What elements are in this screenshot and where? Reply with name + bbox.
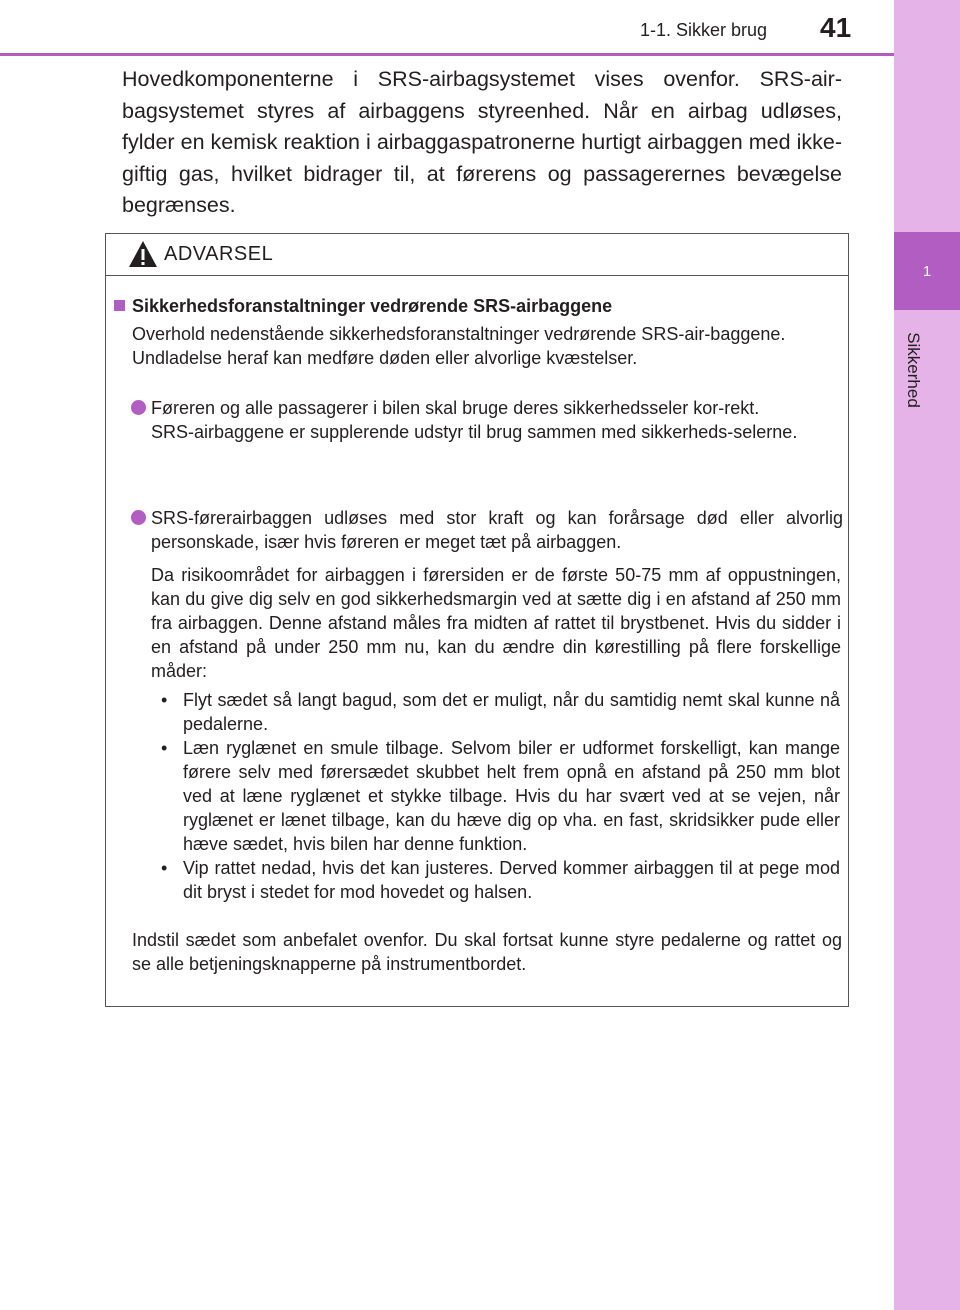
square-bullet-icon xyxy=(114,300,125,311)
warning-point-1-line1: Føreren og alle passagerer i bilen skal bruge deres sikkerhedsseler kor-rekt. xyxy=(151,398,760,418)
bullet-icon: • xyxy=(161,858,168,878)
bullet-icon: • xyxy=(161,690,168,710)
list-item xyxy=(156,736,840,856)
chapter-number-tab[interactable] xyxy=(894,232,960,310)
list-item xyxy=(156,856,840,904)
page-number: 41 xyxy=(820,12,852,43)
warning-point-1-text xyxy=(151,396,843,444)
warning-point-2 xyxy=(131,506,843,554)
list-item xyxy=(156,688,840,736)
warning-detail-text: Da risikoområdet for airbaggen i førersiden er de første 50-75 mm af oppustningen, kan du give dig selv en god sikkerhedsmargin ved at sætte dig i en afstand af 250 mm fra airbaggen. Denne afstand måles fra midten af rattet til brystbenet. Hvis du sidder i en afstand på under 250 mm nu, kan du ændre din kørestilling på flere forskellige måder: xyxy=(151,565,841,681)
chapter-title: Sikkerhed xyxy=(904,332,924,408)
warning-header xyxy=(106,234,848,276)
warning-closing xyxy=(132,928,842,976)
warning-point-2-text xyxy=(151,506,843,554)
warning-intro-line1: Overhold nedenstående sikkerhedsforanstaltninger vedrørende SRS-air-baggene. xyxy=(132,324,786,344)
section-title: 1-1. Sikker brug xyxy=(640,20,768,40)
list-item-text: Læn ryglænet en smule tilbage. Selvom biler er udformet forskelligt, kan mange førere selv med førersædet skubbet helt frem opnå en afstand på 250 mm blot ved at læne ryglænet et stykke tilbage. Hvis du har svært ved at se vejen, når ryglænet er lænet tilbage, kan du hæve dig op vha. en fast, skridsikker pude eller hæve sædet, hvis bilen har denne funktion. xyxy=(183,738,840,854)
warning-point-2-line: SRS-førerairbaggen udløses med stor kraft og kan forårsage død eller alvorlig personskade, især hvis føreren er meget tæt på airbaggen. xyxy=(151,508,843,552)
warning-intro xyxy=(132,322,842,370)
warning-title: ADVARSEL xyxy=(164,243,274,265)
warning-point-1-line2: SRS-airbaggene er supplerende udstyr til brug sammen med sikkerheds-selerne. xyxy=(151,422,798,442)
round-bullet-icon xyxy=(131,510,146,525)
header-divider xyxy=(0,53,894,56)
warning-box xyxy=(105,233,849,1007)
list-item-text: Flyt sædet så langt bagud, som det er muligt, når du samtidig nemt skal kunne nå pedalerne. xyxy=(183,690,840,734)
intro-paragraph: Hovedkomponenterne i SRS-airbagsystemet vises ovenfor. SRS-air-bagsystemet styres af airbaggens styreenhed. Når en airbag udløses, fylder en kemisk reaktion i airbaggaspatronerne hurtigt airbaggen med ikke-giftig gas, hvilket bidrager til, at førerens og passagerernes bevægelse begrænses. xyxy=(122,67,842,217)
warning-triangle-icon xyxy=(128,240,158,268)
chapter-side-strip xyxy=(894,0,960,1310)
list-item-text: Vip rattet nedad, hvis det kan justeres. Derved kommer airbaggen til at pege mod dit bryst i stedet for mod hovedet og halsen. xyxy=(183,858,840,902)
warning-heading xyxy=(114,294,834,318)
chapter-number: 1 xyxy=(922,262,932,280)
warning-detail xyxy=(151,563,841,683)
adjustment-list xyxy=(156,688,840,904)
bullet-icon: • xyxy=(161,738,168,758)
warning-point-1 xyxy=(131,396,843,444)
chapter-title-tab xyxy=(896,320,930,420)
warning-heading-text: Sikkerhedsforanstaltninger vedrørende SRS-airbaggene xyxy=(132,296,613,316)
warning-intro-line2: Undladelse heraf kan medføre døden eller alvorlige kvæstelser. xyxy=(132,348,638,368)
warning-closing-text: Indstil sædet som anbefalet ovenfor. Du skal fortsat kunne styre pedalerne og rattet og se alle betjeningsknapperne på instrumentbordet. xyxy=(132,930,842,974)
round-bullet-icon xyxy=(131,400,146,415)
